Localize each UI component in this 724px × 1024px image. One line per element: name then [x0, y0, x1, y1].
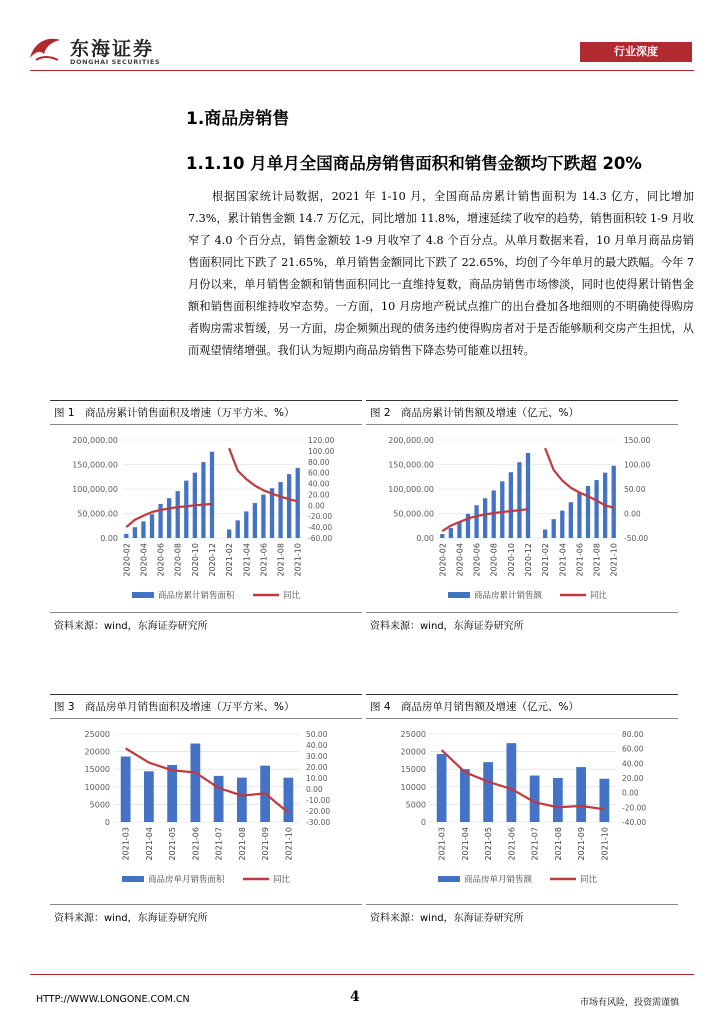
x-tick-label: 2021-04 — [144, 827, 154, 861]
bar — [483, 498, 487, 538]
x-tick-label: 2020-04 — [139, 543, 149, 577]
y-right-tick-label: 20.00 — [306, 763, 328, 772]
y-right-tick-label: -10.00 — [306, 796, 331, 805]
x-tick-label: 2020-10 — [506, 543, 516, 577]
y-left-tick-label: 25000 — [400, 730, 426, 739]
logo-text: 东海证券 — [70, 38, 155, 60]
bar — [530, 776, 540, 822]
bar — [296, 468, 300, 538]
footer-website-link[interactable]: HTTP://WWW.LONGONE.COM.CN — [36, 994, 190, 1005]
y-left-tick-label: 25000 — [84, 730, 110, 739]
y-right-tick-label: -30.00 — [306, 818, 331, 827]
figure-1-source: 资料来源：wind，东海证券研究所 — [54, 621, 208, 632]
bar — [244, 511, 248, 538]
x-tick-label: 2021-10 — [293, 543, 303, 577]
bar — [576, 767, 586, 822]
bar — [552, 519, 556, 538]
bar — [121, 757, 131, 822]
y-right-tick-label: 30.00 — [306, 752, 328, 761]
y-left-tick-label: 5000 — [89, 800, 110, 810]
bar — [184, 481, 188, 538]
x-tick-label: 2021-05 — [168, 827, 178, 861]
bar — [577, 492, 581, 538]
legend-line-label: 同比 — [273, 875, 291, 885]
page-number: 4 — [350, 989, 360, 1005]
bar — [500, 481, 504, 538]
x-tick-label: 2020-08 — [173, 543, 183, 577]
bar — [133, 527, 137, 538]
y-left-tick-label: 0 — [420, 818, 426, 827]
x-tick-label: 2021-10 — [609, 543, 619, 577]
y-left-tick-label: 150,000.00 — [388, 460, 434, 470]
legend-bar-swatch — [132, 592, 154, 598]
bar — [509, 472, 513, 538]
footer-divider — [30, 974, 694, 975]
x-tick-label: 2021-10 — [600, 827, 610, 861]
y-right-tick-label: 60.00 — [622, 744, 644, 754]
legend-line-label: 同比 — [283, 591, 301, 601]
bar — [437, 754, 447, 822]
x-tick-label: 2021-08 — [276, 543, 286, 577]
x-tick-label: 2021-06 — [191, 827, 201, 861]
bar — [543, 530, 547, 538]
bar — [176, 491, 180, 538]
x-tick-label: 2021-08 — [553, 827, 563, 861]
y-left-tick-label: 20000 — [400, 747, 426, 757]
bar — [227, 529, 231, 538]
y-left-tick-label: 15000 — [84, 765, 110, 775]
logo-mark-icon — [26, 34, 64, 64]
x-tick-label: 2021-06 — [575, 543, 585, 577]
report-type-tag: 行业深度 — [580, 42, 692, 62]
y-right-tick-label: -20.00 — [308, 512, 333, 522]
legend-line-label: 同比 — [580, 875, 598, 885]
bar — [144, 771, 154, 822]
bar — [214, 776, 224, 822]
header-divider — [30, 70, 694, 71]
bar — [201, 462, 205, 538]
y-left-tick-label: 200,000.00 — [72, 436, 118, 445]
figure-top-rule — [366, 400, 678, 401]
bar — [278, 482, 282, 538]
x-tick-label: 2021-02 — [225, 543, 235, 577]
legend-bar-swatch — [438, 876, 460, 882]
y-right-tick-label: 100.00 — [624, 460, 651, 470]
y-right-tick-label: 50.00 — [624, 485, 646, 494]
bar — [253, 503, 257, 538]
y-right-tick-label: 0.00 — [624, 509, 641, 519]
legend-bar-label: 商品房单月销售额 — [464, 875, 533, 885]
figure-source-rule — [366, 904, 678, 905]
y-right-tick-label: 150.00 — [624, 436, 651, 445]
figure-top-rule — [50, 694, 362, 695]
figure-top-rule — [366, 694, 678, 695]
y-left-tick-label: 10000 — [400, 782, 426, 792]
y-right-tick-label: -60.00 — [308, 534, 333, 543]
x-tick-label: 2021-06 — [259, 543, 269, 577]
legend-bar-label: 商品房累计销售额 — [474, 591, 543, 601]
figure-caption-rule — [366, 424, 678, 425]
x-tick-label: 2020-10 — [190, 543, 200, 577]
figure-3-caption: 图 3 商品房单月销售面积及增速（万平方米、%） — [54, 701, 295, 713]
bar — [449, 528, 453, 538]
figure-1-chart — [50, 428, 362, 608]
figure-caption-rule — [50, 424, 362, 425]
bar — [553, 778, 563, 822]
x-tick-label: 2021-09 — [577, 827, 587, 861]
bar — [457, 522, 461, 538]
x-tick-label: 2021-08 — [237, 827, 247, 861]
y-right-tick-label: 0.00 — [308, 501, 325, 511]
bar — [261, 495, 265, 538]
y-right-tick-label: 120.00 — [308, 436, 335, 445]
x-tick-label: 2021-03 — [437, 827, 447, 861]
bar — [167, 765, 177, 822]
y-left-tick-label: 0 — [104, 818, 110, 827]
x-tick-label: 2020-04 — [455, 543, 465, 577]
y-right-tick-label: 50.00 — [306, 730, 328, 739]
bar — [506, 743, 516, 822]
figure-4-chart — [366, 722, 678, 902]
y-right-tick-label: 40.00 — [308, 479, 330, 489]
figure-4-source: 资料来源：wind，东海证券研究所 — [370, 913, 524, 924]
body-paragraph-text: 根据国家统计局数据，2021 年 1-10 月，全国商品房累计销售面积为 14.3 亿方，同比增加 7.3%，累计销售金额 14.7 万亿元，同比增加 11.8%，增速延续了收窄的趋势，销售面积较 1-9 月收窄了 4.0 个百分点，销售金额较 1-9 月收窄了 4.8 个百分点。从单月数据来看，10 月单月商品房销售面积同比下跌了 21.65%，单月销售金额同比下跌了 22.65%，均创了今年单月的最大跌幅。今年 7 月份以来，单月销售金额和销售面积同比一直维持复数，商品房销售市场惨淡，同时也使得累计销售金额和销售面积维持收窄态势。一方面，10 月房地产税试点推广的出台叠加各地细则的不明确使得购房者购房需求暂缓，另一方面，房企频频出现的债务违约使得购房者对于是否能够顺利交房产生担忧，从而观望情绪增强。我们认为短期内商品房销售下降态势可能难以扭转。 — [188, 190, 694, 357]
y-right-tick-label: 80.00 — [308, 457, 330, 467]
y-left-tick-label: 50,000.00 — [77, 509, 118, 519]
y-right-tick-label: -40.00 — [308, 523, 333, 533]
legend-line-label: 同比 — [590, 591, 608, 601]
y-right-tick-label: 20.00 — [622, 774, 644, 783]
y-left-tick-label: 15000 — [400, 765, 426, 775]
figure-2-caption: 图 2 商品房累计销售额及增速（亿元、%） — [370, 407, 579, 419]
figure-caption-rule — [366, 718, 678, 719]
bar — [612, 466, 616, 538]
bar — [236, 520, 240, 538]
x-tick-label: 2021-04 — [558, 543, 568, 577]
figure-3-chart — [50, 722, 362, 902]
y-right-tick-label: -20.00 — [622, 803, 647, 813]
y-right-tick-label: 10.00 — [306, 774, 328, 783]
y-right-tick-label: 100.00 — [308, 446, 335, 456]
x-tick-label: 2021-07 — [530, 827, 540, 861]
y-left-tick-label: 0.00 — [100, 534, 118, 543]
y-left-tick-label: 50,000.00 — [393, 509, 434, 519]
bar — [270, 488, 274, 538]
legend-bar-swatch — [122, 876, 144, 882]
bar — [124, 534, 128, 538]
figure-2-source: 资料来源：wind，东海证券研究所 — [370, 621, 524, 632]
y-left-tick-label: 200,000.00 — [388, 436, 434, 445]
y-left-tick-label: 5000 — [405, 800, 426, 810]
figure-source-rule — [50, 904, 362, 905]
y-left-tick-label: 100,000.00 — [72, 485, 118, 494]
bar — [237, 778, 247, 822]
bar — [190, 744, 200, 822]
bar — [167, 498, 171, 538]
bar — [141, 521, 145, 538]
bar — [526, 453, 530, 538]
x-tick-label: 2021-06 — [507, 827, 517, 861]
y-left-tick-label: 150,000.00 — [72, 460, 118, 470]
x-tick-label: 2021-04 — [460, 827, 470, 861]
x-tick-label: 2021-04 — [242, 543, 252, 577]
figure-source-rule — [366, 612, 678, 613]
x-tick-label: 2021-10 — [284, 827, 294, 861]
y-left-tick-label: 20000 — [84, 747, 110, 757]
x-tick-label: 2021-07 — [214, 827, 224, 861]
x-tick-label: 2020-12 — [524, 543, 533, 577]
y-right-tick-label: 40.00 — [622, 759, 644, 769]
y-left-tick-label: 100,000.00 — [388, 485, 434, 494]
y-right-tick-label: 60.00 — [308, 468, 330, 478]
figure-top-rule — [50, 400, 362, 401]
figure-1-caption: 图 1 商品房累计销售面积及增速（万平方米、%） — [54, 407, 295, 419]
bar — [460, 769, 470, 822]
bar — [440, 534, 444, 538]
x-tick-label: 2021-08 — [592, 543, 602, 577]
bar — [474, 505, 478, 538]
figure-3-source: 资料来源：wind，东海证券研究所 — [54, 913, 208, 924]
y-right-tick-label: 0.00 — [306, 785, 323, 794]
x-tick-label: 2021-02 — [541, 543, 551, 577]
x-tick-label: 2021-09 — [261, 827, 271, 861]
y-right-tick-label: 0.00 — [622, 788, 639, 798]
x-tick-label: 2020-06 — [472, 543, 482, 577]
figure-caption-rule — [50, 718, 362, 719]
bar — [210, 452, 214, 538]
x-tick-label: 2020-12 — [208, 543, 217, 577]
y-right-tick-label: 40.00 — [306, 741, 328, 750]
subsection-title: 1.1.10 月单月全国商品房销售面积和销售金额均下跌超 20% — [186, 154, 642, 173]
x-tick-label: 2021-03 — [121, 827, 131, 861]
x-tick-label: 2020-02 — [438, 543, 448, 577]
body-paragraph — [188, 186, 694, 362]
logo-subtitle: DONGHAI SECURITIES — [70, 58, 161, 66]
section-title: 1.商品房销售 — [186, 109, 290, 129]
bar — [560, 511, 564, 538]
legend-bar-label: 商品房累计销售面积 — [158, 591, 235, 601]
y-left-tick-label: 10000 — [84, 782, 110, 792]
bar — [150, 514, 154, 538]
x-tick-label: 2020-06 — [156, 543, 166, 577]
figure-4-caption: 图 4 商品房单月销售额及增速（亿元、%） — [370, 701, 579, 713]
bar — [517, 462, 521, 538]
y-left-tick-label: 0.00 — [416, 534, 434, 543]
y-right-tick-label: -50.00 — [624, 534, 649, 543]
bar — [569, 502, 573, 538]
bar — [586, 486, 590, 538]
x-tick-label: 2020-08 — [489, 543, 499, 577]
bar — [287, 474, 291, 538]
y-right-tick-label: 80.00 — [622, 730, 644, 739]
bar — [599, 779, 609, 822]
legend-bar-label: 商品房单月销售面积 — [148, 875, 225, 885]
x-tick-label: 2021-05 — [484, 827, 494, 861]
bar — [283, 778, 293, 822]
bar — [483, 762, 493, 822]
x-tick-label: 2020-02 — [122, 543, 132, 577]
y-right-tick-label: -40.00 — [622, 818, 647, 827]
legend-bar-swatch — [448, 592, 470, 598]
y-right-tick-label: -20.00 — [306, 807, 331, 816]
figure-2-chart — [366, 428, 678, 608]
y-right-tick-label: 20.00 — [308, 490, 330, 500]
figure-source-rule — [50, 612, 362, 613]
risk-disclaimer: 市场有风险，投资需谨慎 — [580, 998, 680, 1008]
bar — [594, 480, 598, 538]
